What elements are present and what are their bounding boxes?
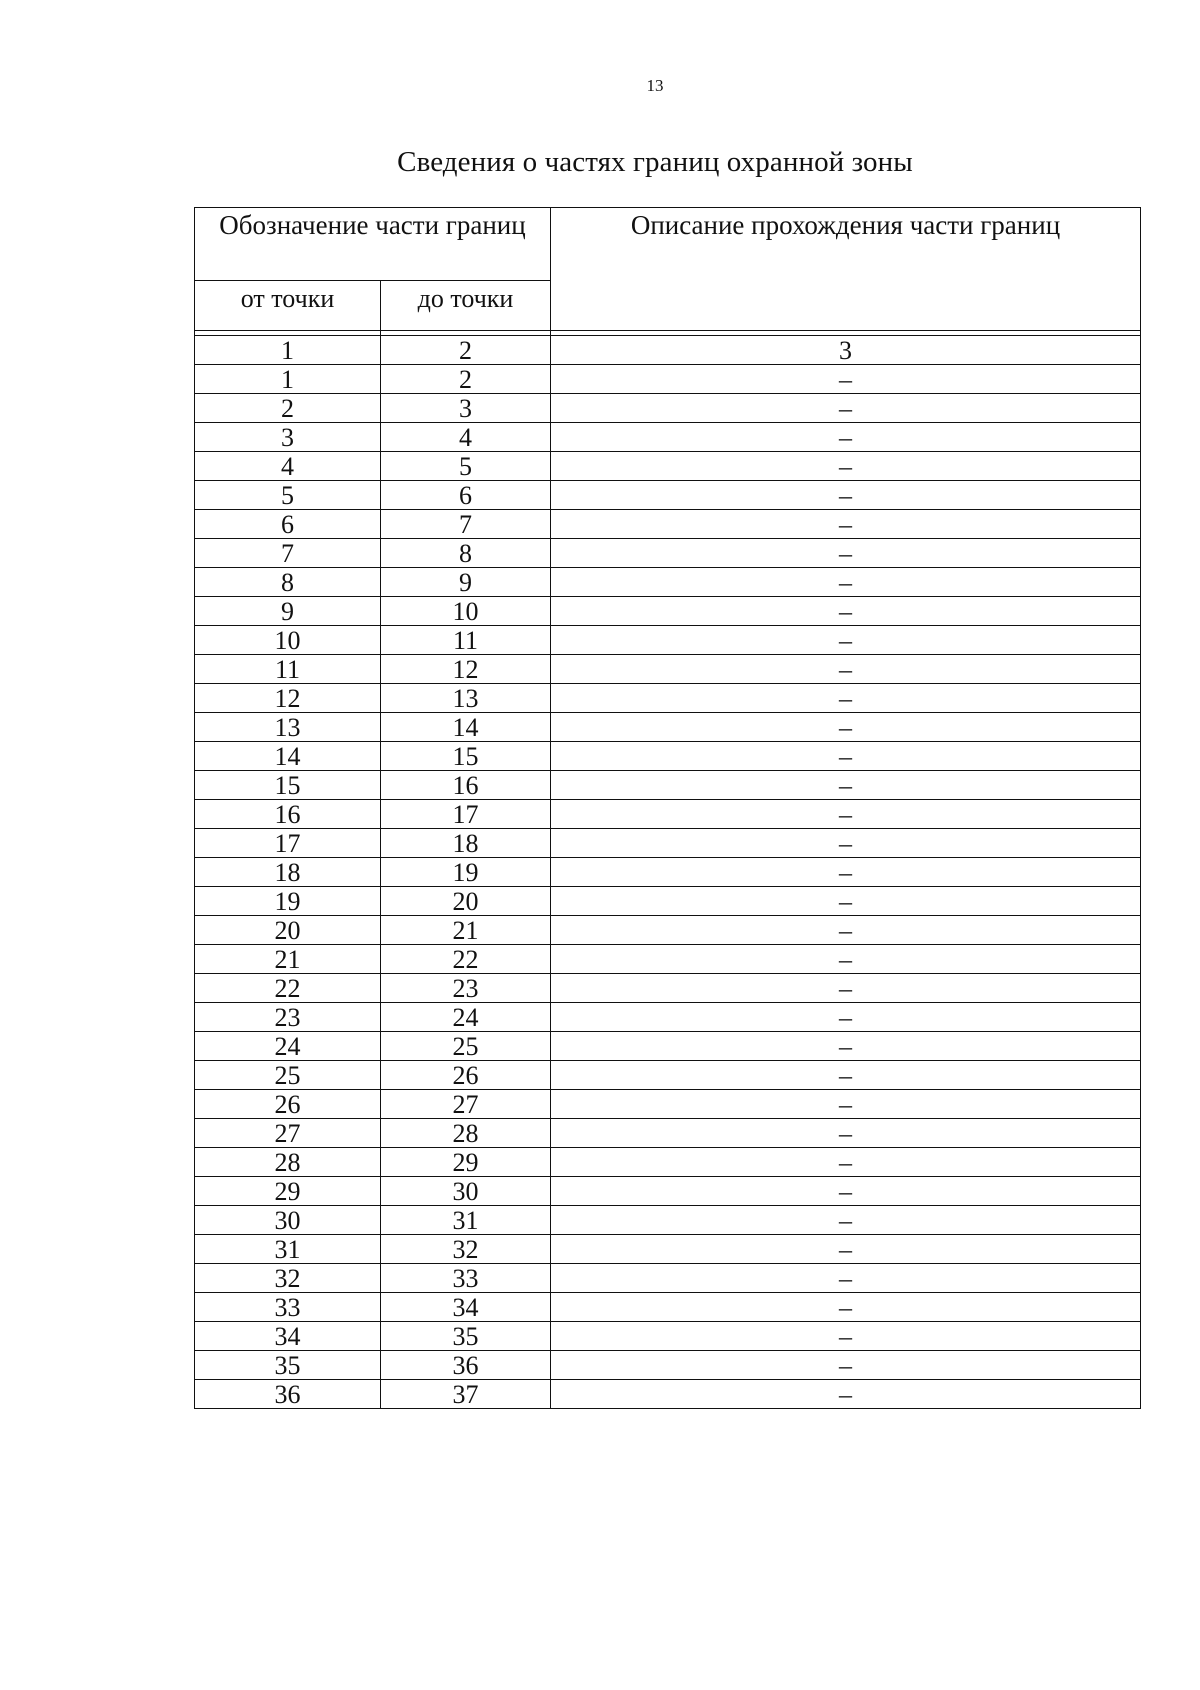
from-point-cell: 28: [195, 1147, 381, 1176]
to-point-cell: 37: [381, 1379, 551, 1408]
description-cell: –: [551, 973, 1140, 1002]
description-cell: –: [551, 596, 1140, 625]
from-point-cell: 14: [195, 741, 381, 770]
table-row: [195, 1118, 1140, 1147]
description-cell: –: [551, 1350, 1140, 1379]
column-number-row: [195, 335, 1140, 364]
header-from-point: от точки: [195, 281, 381, 330]
document-title: Сведения о частях границ охранной зоны: [397, 146, 913, 178]
to-point-cell: 22: [381, 944, 551, 973]
to-point-cell: 3: [381, 393, 551, 422]
table-row: [195, 1002, 1140, 1031]
table-row: [195, 683, 1140, 712]
table-row: [195, 1147, 1140, 1176]
from-point-cell: 24: [195, 1031, 381, 1060]
description-cell: –: [551, 509, 1140, 538]
to-point-cell: 10: [381, 596, 551, 625]
description-cell: –: [551, 422, 1140, 451]
from-point-cell: 5: [195, 480, 381, 509]
from-point-cell: 9: [195, 596, 381, 625]
from-point-cell: 19: [195, 886, 381, 915]
to-point-cell: 27: [381, 1089, 551, 1118]
table-row: [195, 741, 1140, 770]
from-point-cell: 11: [195, 654, 381, 683]
to-point-cell: 33: [381, 1263, 551, 1292]
from-point-cell: 17: [195, 828, 381, 857]
to-point-cell: 25: [381, 1031, 551, 1060]
table-row: [195, 944, 1140, 973]
to-point-cell: 17: [381, 799, 551, 828]
table-row: [195, 364, 1140, 393]
description-cell: –: [551, 799, 1140, 828]
description-cell: –: [551, 770, 1140, 799]
description-cell: –: [551, 1002, 1140, 1031]
to-point-cell: 31: [381, 1205, 551, 1234]
to-point-cell: 8: [381, 538, 551, 567]
table-row: [195, 915, 1140, 944]
page-number: 13: [646, 76, 664, 95]
description-cell: –: [551, 1292, 1140, 1321]
table-row: [195, 857, 1140, 886]
to-point-cell: 24: [381, 1002, 551, 1031]
from-point-cell: 18: [195, 857, 381, 886]
description-cell: –: [551, 828, 1140, 857]
description-cell: –: [551, 1234, 1140, 1263]
description-cell: –: [551, 683, 1140, 712]
table-row: [195, 1350, 1140, 1379]
table-row: [195, 509, 1140, 538]
to-point-cell: 5: [381, 451, 551, 480]
description-cell: –: [551, 1031, 1140, 1060]
to-point-cell: 28: [381, 1118, 551, 1147]
column-number-cell: 2: [381, 335, 551, 364]
to-point-cell: 4: [381, 422, 551, 451]
table-row: [195, 625, 1140, 654]
to-point-cell: 13: [381, 683, 551, 712]
from-point-cell: 31: [195, 1234, 381, 1263]
from-point-cell: 10: [195, 625, 381, 654]
to-point-cell: 29: [381, 1147, 551, 1176]
table-row: [195, 1205, 1140, 1234]
from-point-cell: 27: [195, 1118, 381, 1147]
from-point-cell: 12: [195, 683, 381, 712]
to-point-cell: 35: [381, 1321, 551, 1350]
header-to-point: до точки: [381, 281, 551, 330]
description-cell: –: [551, 364, 1140, 393]
table-row: [195, 1292, 1140, 1321]
table-row: [195, 1060, 1140, 1089]
from-point-cell: 22: [195, 973, 381, 1002]
from-point-cell: 36: [195, 1379, 381, 1408]
to-point-cell: 16: [381, 770, 551, 799]
from-point-cell: 8: [195, 567, 381, 596]
description-cell: –: [551, 741, 1140, 770]
description-cell: –: [551, 393, 1140, 422]
description-cell: –: [551, 1147, 1140, 1176]
to-point-cell: 15: [381, 741, 551, 770]
description-cell: –: [551, 567, 1140, 596]
from-point-cell: 4: [195, 451, 381, 480]
to-point-cell: 26: [381, 1060, 551, 1089]
header-boundary-part-designation: Обозначение части границ: [195, 208, 551, 281]
description-cell: –: [551, 1118, 1140, 1147]
column-number-cell: 3: [551, 335, 1140, 364]
from-point-cell: 16: [195, 799, 381, 828]
table-row: [195, 480, 1140, 509]
to-point-cell: 30: [381, 1176, 551, 1205]
from-point-cell: 13: [195, 712, 381, 741]
table-row: [195, 567, 1140, 596]
description-cell: –: [551, 654, 1140, 683]
table-row: [195, 451, 1140, 480]
table-row: [195, 393, 1140, 422]
from-point-cell: 3: [195, 422, 381, 451]
table-row: [195, 712, 1140, 741]
to-point-cell: 18: [381, 828, 551, 857]
from-point-cell: 23: [195, 1002, 381, 1031]
table-row: [195, 828, 1140, 857]
to-point-cell: 6: [381, 480, 551, 509]
table-body: [195, 335, 1140, 1408]
table-row: [195, 1379, 1140, 1408]
table-row: [195, 596, 1140, 625]
from-point-cell: 25: [195, 1060, 381, 1089]
table-row: [195, 1031, 1140, 1060]
to-point-cell: 32: [381, 1234, 551, 1263]
table-row: [195, 886, 1140, 915]
description-cell: –: [551, 1379, 1140, 1408]
from-point-cell: 32: [195, 1263, 381, 1292]
description-cell: –: [551, 451, 1140, 480]
description-cell: –: [551, 1089, 1140, 1118]
description-cell: –: [551, 857, 1140, 886]
description-cell: –: [551, 944, 1140, 973]
description-cell: –: [551, 712, 1140, 741]
from-point-cell: 29: [195, 1176, 381, 1205]
to-point-cell: 36: [381, 1350, 551, 1379]
to-point-cell: 21: [381, 915, 551, 944]
from-point-cell: 15: [195, 770, 381, 799]
description-cell: –: [551, 538, 1140, 567]
from-point-cell: 26: [195, 1089, 381, 1118]
table-row: [195, 799, 1140, 828]
table-row: [195, 1176, 1140, 1205]
table-row: [195, 654, 1140, 683]
to-point-cell: 14: [381, 712, 551, 741]
header-boundary-part-description: Описание прохождения части границ: [630, 210, 1061, 240]
table-row: [195, 1321, 1140, 1350]
description-cell: –: [551, 1263, 1140, 1292]
table-row: [195, 422, 1140, 451]
to-point-cell: 34: [381, 1292, 551, 1321]
description-cell: –: [551, 1205, 1140, 1234]
to-point-cell: 2: [381, 364, 551, 393]
from-point-cell: 7: [195, 538, 381, 567]
to-point-cell: 12: [381, 654, 551, 683]
from-point-cell: 1: [195, 364, 381, 393]
description-cell: –: [551, 1176, 1140, 1205]
table-row: [195, 538, 1140, 567]
from-point-cell: 6: [195, 509, 381, 538]
description-cell: –: [551, 625, 1140, 654]
to-point-cell: 20: [381, 886, 551, 915]
to-point-cell: 9: [381, 567, 551, 596]
from-point-cell: 33: [195, 1292, 381, 1321]
table-row: [195, 1089, 1140, 1118]
table-row: [195, 1234, 1140, 1263]
table-header: [195, 208, 1140, 335]
table-row: [195, 1263, 1140, 1292]
description-cell: –: [551, 915, 1140, 944]
description-cell: –: [551, 1060, 1140, 1089]
to-point-cell: 7: [381, 509, 551, 538]
description-cell: –: [551, 886, 1140, 915]
description-cell: –: [551, 1321, 1140, 1350]
to-point-cell: 19: [381, 857, 551, 886]
table-row: [195, 770, 1140, 799]
boundary-parts-table: [194, 207, 1141, 1409]
to-point-cell: 11: [381, 625, 551, 654]
from-point-cell: 35: [195, 1350, 381, 1379]
table-row: [195, 973, 1140, 1002]
to-point-cell: 23: [381, 973, 551, 1002]
from-point-cell: 2: [195, 393, 381, 422]
column-number-cell: 1: [195, 335, 381, 364]
from-point-cell: 30: [195, 1205, 381, 1234]
description-cell: –: [551, 480, 1140, 509]
from-point-cell: 21: [195, 944, 381, 973]
from-point-cell: 34: [195, 1321, 381, 1350]
from-point-cell: 20: [195, 915, 381, 944]
